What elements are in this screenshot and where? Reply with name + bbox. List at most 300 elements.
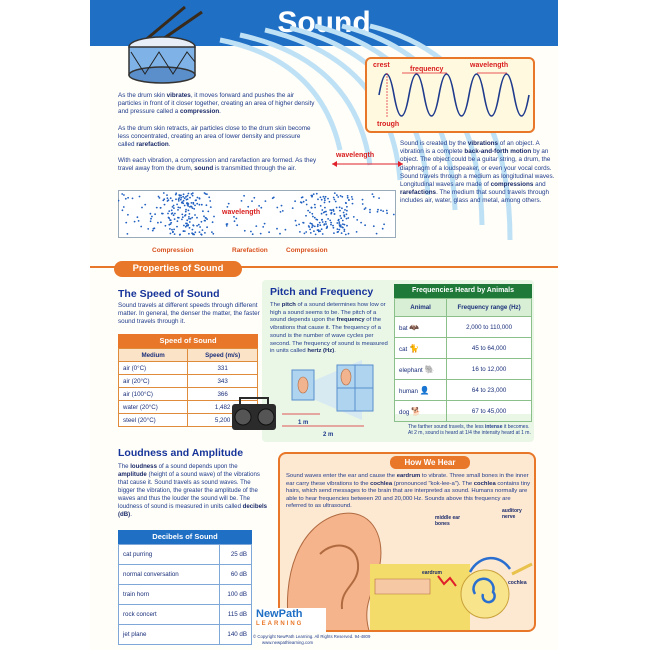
air-particle bbox=[292, 207, 294, 209]
air-particle bbox=[193, 225, 195, 227]
air-particle bbox=[199, 204, 201, 206]
air-particle bbox=[321, 228, 323, 230]
distance-1m: 1 m bbox=[298, 420, 309, 426]
air-particle bbox=[174, 213, 176, 215]
air-particle bbox=[348, 233, 350, 235]
animal-cell bbox=[395, 359, 447, 380]
animal-name: dog bbox=[399, 408, 410, 416]
air-particle bbox=[373, 225, 375, 227]
drum-paragraph-2: As the drum skin retracts, air particles close to the drum skin become less concentrated, creating an area of lower density and pressure called rarefaction. bbox=[118, 125, 311, 149]
air-particle bbox=[268, 231, 270, 233]
air-particle bbox=[178, 217, 180, 219]
air-particle bbox=[167, 213, 169, 215]
air-particle bbox=[362, 199, 364, 201]
speed-cell: 366 bbox=[188, 388, 258, 401]
air-particle bbox=[314, 226, 316, 228]
air-particle bbox=[134, 221, 136, 223]
table-row bbox=[119, 605, 252, 625]
air-particle bbox=[181, 202, 183, 204]
air-particle bbox=[226, 225, 228, 227]
air-particle bbox=[169, 228, 171, 230]
air-particle bbox=[185, 211, 187, 213]
air-particle bbox=[212, 233, 214, 235]
sound-definition: Sound is created by the vibrations of an object. A vibration is a complete back-and-forth motion by an object. The object could be a guitar string, a drum, the diaphragm of a loudspeaker, or even your vocal cords. Sound travels through a medium as longitudinal waves. Longitudinal waves are made of compressions and rarefactions. The medium that sound travels through includes air, water, glass and metal, among others. bbox=[400, 140, 555, 205]
air-particle bbox=[182, 196, 184, 198]
air-particle bbox=[188, 233, 190, 235]
medium-cell: air (20°C) bbox=[119, 375, 188, 388]
air-particle bbox=[311, 207, 313, 209]
air-particle bbox=[336, 194, 338, 196]
sound-source-cell: normal conversation bbox=[119, 565, 220, 585]
air-particle bbox=[252, 233, 254, 235]
air-particle bbox=[184, 230, 186, 232]
air-particle bbox=[187, 195, 189, 197]
air-particle bbox=[337, 220, 339, 222]
air-particle bbox=[308, 226, 310, 228]
air-particle bbox=[188, 210, 190, 212]
air-particle bbox=[213, 216, 215, 218]
frequency-cell: 64 to 23,000 bbox=[447, 380, 532, 401]
air-particle bbox=[325, 196, 327, 198]
air-particle bbox=[196, 217, 198, 219]
air-particle bbox=[210, 206, 212, 208]
air-particle bbox=[382, 228, 384, 230]
air-particle bbox=[339, 215, 341, 217]
air-particle bbox=[165, 225, 167, 227]
air-particle bbox=[337, 228, 339, 230]
air-particle bbox=[369, 211, 371, 213]
air-particle bbox=[265, 200, 267, 202]
air-particle bbox=[258, 205, 260, 207]
air-particle bbox=[336, 207, 338, 209]
air-particle bbox=[141, 207, 143, 209]
air-particle bbox=[337, 231, 339, 233]
cochlea-label: cochlea bbox=[508, 580, 527, 586]
drum-paragraph-1: As the drum skin vibrates, it moves forward and pushes the air particles in front of it closer together, creating an area of higher density and pressure called a compression. bbox=[118, 92, 315, 116]
decibel-cell: 115 dB bbox=[220, 605, 252, 625]
air-particle bbox=[336, 222, 338, 224]
air-particle bbox=[309, 229, 311, 231]
air-particle bbox=[162, 213, 164, 215]
air-particle bbox=[199, 197, 201, 199]
air-particle bbox=[365, 207, 367, 209]
pitch-heading: Pitch and Frequency bbox=[270, 286, 374, 298]
speed-table-title: Speed of Sound bbox=[118, 334, 258, 348]
eardrum-label: eardrum bbox=[422, 570, 443, 576]
table-row bbox=[395, 359, 532, 380]
air-particle bbox=[175, 198, 177, 200]
air-particle bbox=[170, 197, 172, 199]
air-particle bbox=[335, 201, 337, 203]
air-particle bbox=[324, 202, 326, 204]
bat-icon: 🦇 bbox=[409, 322, 420, 332]
air-particle bbox=[250, 231, 252, 233]
animal-cell bbox=[395, 338, 447, 359]
air-particle bbox=[380, 209, 382, 211]
air-particle bbox=[181, 214, 183, 216]
air-particle bbox=[345, 202, 347, 204]
air-particle bbox=[337, 196, 339, 198]
air-particle bbox=[206, 204, 208, 206]
air-particle bbox=[333, 197, 335, 199]
air-particle bbox=[356, 219, 358, 221]
sound-source-cell: train horn bbox=[119, 585, 220, 605]
air-particle bbox=[205, 217, 207, 219]
air-particle bbox=[285, 229, 287, 231]
air-particle bbox=[173, 229, 175, 231]
sound-source-cell: cat purring bbox=[119, 545, 220, 565]
air-particle bbox=[282, 210, 284, 212]
air-particle bbox=[123, 206, 125, 208]
air-particle bbox=[160, 221, 162, 223]
air-particle bbox=[172, 231, 174, 233]
air-particle bbox=[127, 214, 129, 216]
speed-cell: 331 bbox=[188, 362, 258, 375]
air-particle bbox=[260, 233, 262, 235]
air-particle bbox=[312, 216, 314, 218]
air-particle bbox=[207, 211, 209, 213]
air-particle bbox=[330, 224, 332, 226]
air-particle bbox=[212, 221, 214, 223]
air-particle bbox=[150, 213, 152, 215]
air-particle bbox=[194, 205, 196, 207]
air-particle bbox=[181, 219, 183, 221]
air-particle bbox=[340, 217, 342, 219]
air-particle bbox=[360, 222, 362, 224]
air-particle bbox=[127, 233, 129, 235]
air-particle bbox=[188, 218, 190, 220]
air-particle bbox=[191, 202, 193, 204]
air-particle bbox=[194, 214, 196, 216]
air-particle bbox=[304, 233, 306, 235]
air-particle bbox=[306, 204, 308, 206]
medium-cell: water (20°C) bbox=[119, 401, 188, 414]
air-particle bbox=[321, 199, 323, 201]
air-particle bbox=[159, 197, 161, 199]
air-particle bbox=[313, 193, 315, 195]
air-particle bbox=[324, 198, 326, 200]
frequency-cell: 16 to 12,000 bbox=[447, 359, 532, 380]
air-particle bbox=[247, 206, 249, 208]
air-particle bbox=[190, 206, 192, 208]
air-particle bbox=[151, 216, 153, 218]
air-particle bbox=[198, 224, 200, 226]
air-particle bbox=[172, 200, 174, 202]
intensity-note: The farther sound travels, the less intense it becomes. At 2 m, sound is heard at 1/4 the intensity heard at 1 m. bbox=[408, 424, 531, 436]
air-particle bbox=[189, 197, 191, 199]
speed-cell: 1,482 bbox=[188, 401, 258, 414]
air-particle bbox=[171, 229, 173, 231]
air-particle bbox=[189, 221, 191, 223]
air-particle bbox=[303, 222, 305, 224]
air-particle bbox=[204, 220, 206, 222]
air-particle bbox=[187, 198, 189, 200]
col-animal: Animal bbox=[395, 299, 447, 317]
animal-name: elephant bbox=[399, 366, 423, 374]
air-particle bbox=[177, 207, 179, 209]
air-particle bbox=[132, 198, 134, 200]
air-particle bbox=[303, 201, 305, 203]
air-particle bbox=[329, 201, 331, 203]
air-particle bbox=[326, 214, 328, 216]
air-particle bbox=[154, 213, 156, 215]
air-particle bbox=[138, 220, 140, 222]
air-particle bbox=[362, 203, 364, 205]
air-particle bbox=[122, 209, 124, 211]
air-particle bbox=[206, 218, 208, 220]
air-particle bbox=[192, 192, 194, 194]
air-particle bbox=[300, 201, 302, 203]
table-row bbox=[119, 565, 252, 585]
air-particle bbox=[180, 197, 182, 199]
col-speed: Speed (m/s) bbox=[188, 349, 258, 362]
rarefaction-label: Rarefaction bbox=[232, 247, 268, 254]
air-particle bbox=[255, 225, 257, 227]
air-particle bbox=[333, 227, 335, 229]
air-particle bbox=[178, 200, 180, 202]
animal-name: human bbox=[399, 387, 418, 395]
air-particle bbox=[296, 225, 298, 227]
air-particle bbox=[204, 192, 206, 194]
air-particle bbox=[310, 232, 312, 234]
air-particle bbox=[330, 222, 332, 224]
air-particle bbox=[322, 221, 324, 223]
air-particle bbox=[233, 216, 235, 218]
air-particle bbox=[345, 234, 347, 236]
air-particle bbox=[310, 195, 312, 197]
air-particle bbox=[295, 220, 297, 222]
air-particle bbox=[156, 207, 158, 209]
logo bbox=[256, 608, 326, 632]
dog-icon: 🐕 bbox=[411, 406, 422, 416]
decibels-table bbox=[118, 544, 252, 645]
air-particle bbox=[152, 230, 154, 232]
air-particle bbox=[171, 213, 173, 215]
animal-cell bbox=[395, 317, 447, 338]
speed-cell: 343 bbox=[188, 375, 258, 388]
air-particle bbox=[317, 198, 319, 200]
medium-cell: air (0°C) bbox=[119, 362, 188, 375]
air-particle bbox=[202, 210, 204, 212]
poster bbox=[90, 0, 558, 650]
speed-text: Sound travels at different speeds through different matter. In general, the denser the matter, the faster sound travels through it. bbox=[118, 302, 260, 326]
sound-source-cell: rock concert bbox=[119, 605, 220, 625]
human-icon: 👤 bbox=[419, 385, 430, 395]
air-particle bbox=[150, 218, 152, 220]
air-particle bbox=[315, 219, 317, 221]
air-particle bbox=[127, 197, 129, 199]
air-particle bbox=[137, 216, 139, 218]
air-particle bbox=[227, 206, 229, 208]
air-particle bbox=[343, 215, 345, 217]
air-particle bbox=[338, 223, 340, 225]
air-particle bbox=[176, 204, 178, 206]
air-particle bbox=[170, 219, 172, 221]
table-row bbox=[395, 338, 532, 359]
air-particle bbox=[280, 211, 282, 213]
air-particle bbox=[341, 226, 343, 228]
air-particle bbox=[179, 207, 181, 209]
air-particle bbox=[150, 220, 152, 222]
air-particle bbox=[320, 205, 322, 207]
animals-table-title: Frequencies Heard by Animals bbox=[394, 284, 532, 298]
air-particle bbox=[344, 209, 346, 211]
air-particle bbox=[185, 214, 187, 216]
drum-illustration bbox=[127, 2, 207, 84]
air-particle bbox=[376, 233, 378, 235]
air-particle bbox=[164, 204, 166, 206]
table-row bbox=[395, 401, 532, 422]
air-particle bbox=[325, 221, 327, 223]
air-particle bbox=[298, 224, 300, 226]
air-particle bbox=[318, 230, 320, 232]
air-particle bbox=[176, 226, 178, 228]
air-particle bbox=[168, 224, 170, 226]
air-particle bbox=[147, 228, 149, 230]
air-particle bbox=[314, 207, 316, 209]
air-particle bbox=[309, 212, 311, 214]
air-particle bbox=[347, 217, 349, 219]
air-particle bbox=[299, 231, 301, 233]
air-particle bbox=[338, 221, 340, 223]
animals-table bbox=[394, 298, 532, 422]
air-particle bbox=[171, 209, 173, 211]
animal-cell bbox=[395, 401, 447, 422]
air-particle bbox=[386, 210, 388, 212]
air-particle bbox=[346, 225, 348, 227]
air-particle bbox=[338, 229, 340, 231]
air-particle bbox=[386, 212, 388, 214]
air-particle bbox=[199, 231, 201, 233]
air-particle bbox=[334, 199, 336, 201]
air-particle bbox=[208, 196, 210, 198]
medium-cell: air (100°C) bbox=[119, 388, 188, 401]
air-particle bbox=[326, 226, 328, 228]
air-particle bbox=[279, 233, 281, 235]
air-particle bbox=[180, 199, 182, 201]
air-particle bbox=[346, 218, 348, 220]
air-particle bbox=[307, 210, 309, 212]
air-particle bbox=[235, 218, 237, 220]
middle-ear-label: middle ear bones bbox=[435, 515, 461, 527]
decibel-cell: 140 dB bbox=[220, 625, 252, 645]
air-particle bbox=[334, 213, 336, 215]
decibel-cell: 25 dB bbox=[220, 545, 252, 565]
air-particle bbox=[168, 217, 170, 219]
speed-cell: 5,200 bbox=[188, 414, 258, 427]
page-title: Sound bbox=[277, 6, 371, 39]
air-particle bbox=[273, 197, 275, 199]
air-particle bbox=[346, 206, 348, 208]
air-particle bbox=[195, 200, 197, 202]
air-particle bbox=[191, 217, 193, 219]
air-particle bbox=[204, 232, 206, 234]
air-particle bbox=[202, 229, 204, 231]
decibel-cell: 60 dB bbox=[220, 565, 252, 585]
air-particle bbox=[341, 196, 343, 198]
air-particle bbox=[166, 194, 168, 196]
air-particle bbox=[369, 209, 371, 211]
logo-bottom: LEARNING bbox=[256, 621, 304, 627]
air-particle bbox=[168, 210, 170, 212]
air-particle bbox=[377, 211, 379, 213]
loudness-text: The loudness of a sound depends upon the amplitude (height of a sound wave) of the vibrations that cause it. Sound travels as sound waves. The bigger the vibration, the greater the amplitude of the waves and thus the louder the sound will be. The loudness of sound is measured in units called decibels (dB). bbox=[118, 463, 268, 518]
air-particle bbox=[236, 224, 238, 226]
air-particle bbox=[378, 197, 380, 199]
air-particle bbox=[179, 234, 181, 236]
air-particle bbox=[188, 193, 190, 195]
air-particle bbox=[321, 209, 323, 211]
loudness-heading: Loudness and Amplitude bbox=[118, 447, 244, 459]
air-particle bbox=[121, 193, 123, 195]
air-particle bbox=[353, 216, 355, 218]
air-particle bbox=[172, 206, 174, 208]
air-particle bbox=[329, 209, 331, 211]
frequency-cell: 45 to 64,000 bbox=[447, 338, 532, 359]
table-row bbox=[395, 317, 532, 338]
air-particle bbox=[192, 234, 194, 236]
table-row bbox=[119, 585, 252, 605]
air-particle bbox=[185, 196, 187, 198]
air-particle bbox=[241, 200, 243, 202]
air-particle bbox=[189, 213, 191, 215]
air-particle bbox=[340, 195, 342, 197]
air-particle bbox=[174, 233, 176, 235]
air-particle bbox=[139, 196, 141, 198]
air-particle bbox=[170, 233, 172, 235]
air-particle bbox=[211, 231, 213, 233]
air-particle bbox=[182, 216, 184, 218]
air-particle bbox=[194, 231, 196, 233]
air-particle bbox=[197, 197, 199, 199]
air-particle bbox=[356, 231, 358, 233]
animal-name: bat bbox=[399, 324, 408, 332]
air-particle bbox=[185, 226, 187, 228]
table-row bbox=[119, 625, 252, 645]
air-particle bbox=[183, 193, 185, 195]
air-particle bbox=[312, 225, 314, 227]
air-particle bbox=[339, 206, 341, 208]
air-particle bbox=[316, 193, 318, 195]
compression-label-2: Compression bbox=[286, 247, 328, 254]
air-particle bbox=[251, 200, 253, 202]
air-particle bbox=[196, 203, 198, 205]
wavelength-top-label: wavelength bbox=[470, 62, 509, 69]
table-row bbox=[119, 545, 252, 565]
air-particle bbox=[324, 223, 326, 225]
air-particle bbox=[253, 197, 255, 199]
air-particle bbox=[226, 223, 228, 225]
air-particle bbox=[347, 195, 349, 197]
air-particle bbox=[301, 197, 303, 199]
air-particle bbox=[264, 223, 266, 225]
air-particle bbox=[206, 226, 208, 228]
air-particle bbox=[186, 219, 188, 221]
air-particle bbox=[317, 224, 319, 226]
speed-heading: The Speed of Sound bbox=[118, 288, 220, 300]
air-particle bbox=[190, 218, 192, 220]
air-particle bbox=[140, 226, 142, 228]
air-particle bbox=[201, 204, 203, 206]
air-particle bbox=[352, 198, 354, 200]
elephant-icon: 🐘 bbox=[424, 364, 435, 374]
air-particle bbox=[243, 195, 245, 197]
logo-top: NewPath bbox=[256, 608, 303, 620]
trough-label: trough bbox=[377, 121, 400, 128]
air-particle bbox=[173, 214, 175, 216]
air-particle bbox=[327, 198, 329, 200]
crest-label: crest bbox=[373, 62, 390, 69]
